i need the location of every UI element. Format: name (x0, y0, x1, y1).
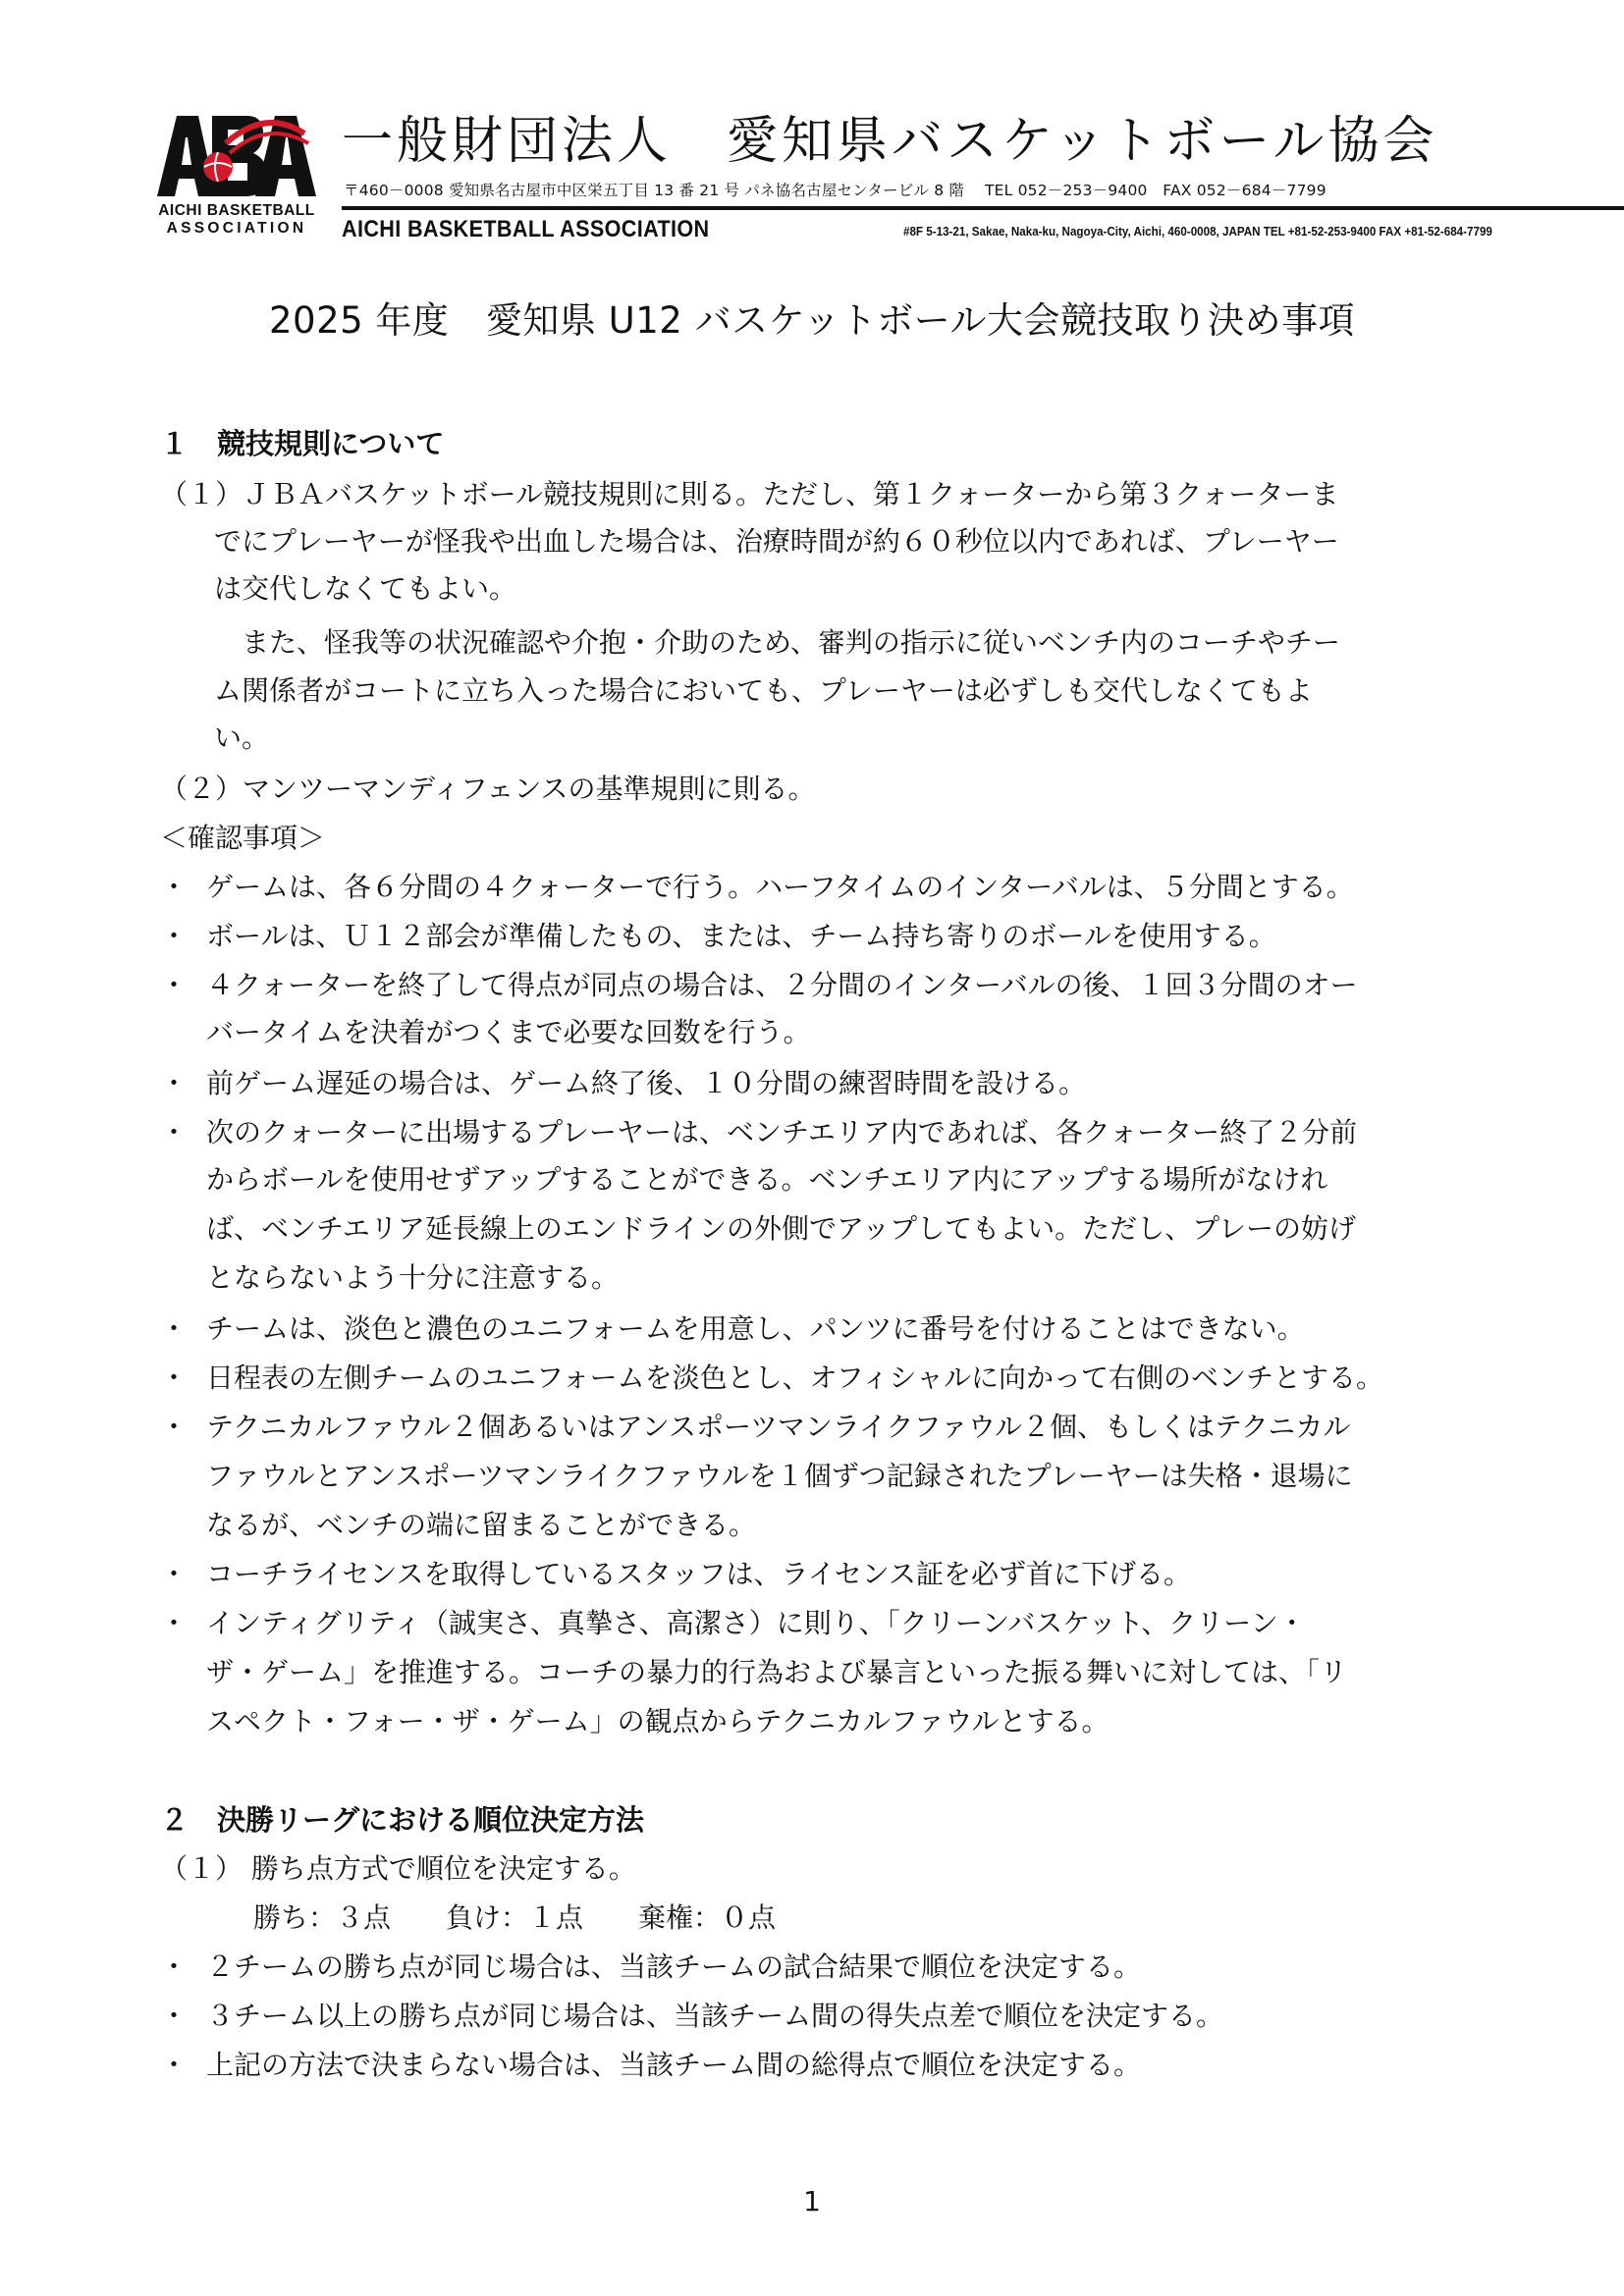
bullet-mark: ・ (160, 1067, 189, 1099)
confirm-item-5-line1: 次のクォーターに出場するプレーヤーは、ベンチエリア内であれば、各クォーター終了２分前 (206, 1116, 1358, 1148)
section1-item1-line6: い。 (214, 721, 270, 754)
page-number: 1 (803, 2185, 821, 2217)
confirm-item-3-line1: ４クォーターを終了して得点が同点の場合は、２分間のインターバルの後、１回３分間のオー (206, 969, 1358, 1001)
confirm-item-5-line3: ば、ベンチエリア延長線上のエンドラインの外側でアップしてもよい。ただし、プレーの妨げ (206, 1212, 1356, 1245)
bullet-mark: ・ (160, 1950, 189, 1983)
section1-item1-line5: ム関係者がコートに立ち入った場合においても、プレーヤーは必ずしも交代しなくてもよ (214, 674, 1313, 707)
bullet-mark: ・ (160, 1411, 189, 1443)
section1-item1-line1: （１）ＪＢＡバスケットボール競技規則に則る。ただし、第１クォーターから第３クォーターま (160, 478, 1339, 510)
confirm-item-7: 日程表の左側チームのユニフォームを淡色とし、オフィシャルに向かって右側のベンチとする。 (206, 1362, 1383, 1394)
section2-item1: （１） 勝ち点方式で順位を決定する。 (160, 1852, 636, 1885)
confirm-item-10-line1: インティグリティ（誠実さ、真摯さ、高潔さ）に則り、「クリーンバスケット、クリーン・ (206, 1607, 1306, 1639)
document-title: 2025 年度 愛知県 U12 バスケットボール大会競技取り決め事項 (268, 299, 1356, 342)
bullet-mark: ・ (160, 1312, 189, 1345)
bullet-mark: ・ (160, 1116, 189, 1148)
organization-name-en: AICHI BASKETBALL ASSOCIATION (342, 216, 710, 242)
confirm-item-8-line3: なるが、ベンチの端に留まることができる。 (206, 1509, 757, 1541)
confirm-item-6: チームは、淡色と濃色のユニフォームを用意し、パンツに番号を付けることはできない。 (206, 1312, 1305, 1345)
letterhead (157, 110, 1492, 242)
points-table: 勝ち：３点 負け：１点 棄権：０点 (253, 1901, 777, 1934)
confirm-item-9: コーチライセンスを取得しているスタッフは、ライセンス証を必ず首に下げる。 (206, 1558, 1191, 1590)
bullet-mark: ・ (160, 1607, 189, 1639)
confirm-heading: ＜確認事項＞ (160, 822, 326, 854)
ranking-criterion-1: ２チームの勝ち点が同じ場合は、当該チームの試合結果で順位を決定する。 (206, 1950, 1142, 1983)
confirm-item-8-line2: ファウルとアンスポーツマンライクファウルを１個ずつ記録されたプレーヤーは失格・退場に (206, 1460, 1353, 1492)
section1-item2: （２）マンツーマンディフェンスの基準規則に則る。 (160, 773, 816, 805)
bullet-mark: ・ (160, 2000, 189, 2032)
confirm-item-10-line3: スペクト・フォー・ザ・ゲーム」の観点からテクニカルファウルとする。 (206, 1705, 1110, 1737)
confirm-item-5-line2: からボールを使用せずアップすることができる。ベンチエリア内にアップする場所がなけれ (206, 1163, 1328, 1196)
section1-item1-line3: は交代しなくてもよい。 (214, 572, 517, 605)
aba-logo-icon (157, 114, 316, 198)
confirm-item-2: ボールは、Ｕ１２部会が準備したもの、または、チーム持ち寄りのボールを使用する。 (206, 920, 1276, 952)
bullet-mark: ・ (160, 920, 189, 952)
bullet-mark: ・ (160, 969, 189, 1001)
aba-logo (157, 114, 316, 238)
confirm-item-4: 前ゲーム遅延の場合は、ゲーム終了後、１０分間の練習時間を設ける。 (206, 1067, 1087, 1099)
bullet-mark: ・ (160, 1558, 189, 1590)
confirm-item-3-line2: バータイムを決着がつくまで必要な回数を行う。 (206, 1016, 811, 1048)
confirm-item-1: ゲームは、各６分間の４クォーターで行う。ハーフタイムのインターバルは、５分間とする。 (206, 871, 1354, 903)
confirm-item-5-line4: とならないよう十分に注意する。 (206, 1261, 620, 1294)
confirm-item-8-line1: テクニカルファウル２個あるいはアンスポーツマンライクファウル２個、もしくはテクニカル (206, 1411, 1351, 1443)
address-jp: 〒460－0008 愛知県名古屋市中区栄五丁目 13 番 21 号 パネ協名古屋センタービル 8 階 TEL 052－253－9400 FAX 052－684－7799 (344, 182, 1326, 199)
header-divider (342, 206, 1624, 210)
bullet-mark: ・ (160, 871, 189, 903)
ranking-criterion-2: ３チーム以上の勝ち点が同じ場合は、当該チーム間の得失点差で順位を決定する。 (206, 2000, 1224, 2032)
section1-item1-line4: また、怪我等の状況確認や介抱・介助のため、審判の指示に従いベンチ内のコーチやチー (214, 626, 1340, 659)
bullet-mark: ・ (160, 1362, 189, 1394)
logo-text-line1: AICHI BASKETBALL (158, 202, 315, 219)
section1-item1-line2: でにプレーヤーが怪我や出血した場合は、治療時間が約６０秒位以内であれば、プレーヤー (214, 525, 1339, 558)
section1-heading: １ 競技規則について (160, 427, 445, 460)
logo-text-line2: ASSOCIATION (166, 220, 307, 237)
section2-heading: ２ 決勝リーグにおける順位決定方法 (160, 1803, 645, 1837)
bullet-mark: ・ (160, 2049, 189, 2081)
ranking-criterion-3: 上記の方法で決まらない場合は、当該チーム間の総得点で順位を決定する。 (206, 2049, 1142, 2081)
address-en: #8F 5-13-21, Sakae, Naka-ku, Nagoya-City, Aichi, 460-0008, JAPAN TEL +81-52-253-9400 FAX +81-52-684-7799 (903, 225, 1492, 239)
confirm-item-10-line2: ザ・ゲーム」を推進する。コーチの暴力的行為および暴言といった振る舞いに対しては、「リ (206, 1656, 1348, 1688)
organization-name-jp: 一般財団法人 愛知県バスケットボール協会 (342, 112, 1438, 171)
